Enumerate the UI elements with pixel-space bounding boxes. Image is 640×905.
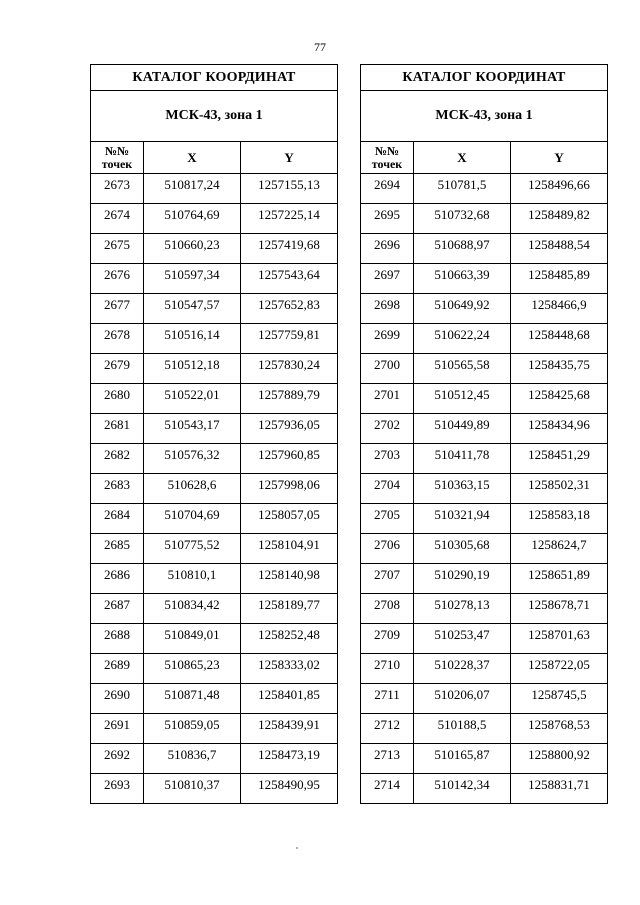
table-row (91, 684, 338, 714)
cell-x: 510565,58 (414, 354, 511, 384)
cell-y: 1257652,83 (241, 294, 338, 324)
cell-x: 510764,69 (144, 204, 241, 234)
cell-y: 1258800,92 (511, 744, 608, 774)
cell-x: 510543,17 (144, 414, 241, 444)
cell-x: 510775,52 (144, 534, 241, 564)
cell-point-number: 2699 (361, 324, 414, 354)
table-row (361, 204, 608, 234)
coordinate-catalog-table-right (360, 64, 608, 804)
cell-x: 510547,57 (144, 294, 241, 324)
cell-point-number: 2676 (91, 264, 144, 294)
table-row (361, 774, 608, 804)
cell-point-number: 2677 (91, 294, 144, 324)
table-row (361, 174, 608, 204)
cell-y: 1257759,81 (241, 324, 338, 354)
column-header-y: Y (241, 142, 338, 174)
cell-x: 510834,42 (144, 594, 241, 624)
cell-y: 1258401,85 (241, 684, 338, 714)
table-row (91, 624, 338, 654)
cell-x: 510142,34 (414, 774, 511, 804)
cell-point-number: 2713 (361, 744, 414, 774)
cell-x: 510781,5 (414, 174, 511, 204)
cell-x: 510305,68 (414, 534, 511, 564)
column-header-point-number: №№ точек (361, 142, 414, 174)
cell-x: 510849,01 (144, 624, 241, 654)
cell-y: 1258488,54 (511, 234, 608, 264)
cell-y: 1258333,02 (241, 654, 338, 684)
cell-x: 510512,18 (144, 354, 241, 384)
cell-point-number: 2697 (361, 264, 414, 294)
coordinate-catalog-table-left (90, 64, 338, 804)
cell-x: 510660,23 (144, 234, 241, 264)
cell-point-number: 2701 (361, 384, 414, 414)
cell-point-number: 2690 (91, 684, 144, 714)
column-header-y: Y (511, 142, 608, 174)
table-row (91, 534, 338, 564)
cell-x: 510411,78 (414, 444, 511, 474)
cell-y: 1258189,77 (241, 594, 338, 624)
cell-y: 1258722,05 (511, 654, 608, 684)
table-row (361, 444, 608, 474)
cell-point-number: 2703 (361, 444, 414, 474)
cell-point-number: 2714 (361, 774, 414, 804)
cell-x: 510663,39 (414, 264, 511, 294)
cell-point-number: 2712 (361, 714, 414, 744)
cell-y: 1257225,14 (241, 204, 338, 234)
table-body (91, 174, 338, 804)
table-row (361, 474, 608, 504)
cell-x: 510165,87 (414, 744, 511, 774)
cell-y: 1258104,91 (241, 534, 338, 564)
page-number: 77 (314, 40, 326, 54)
cell-x: 510859,05 (144, 714, 241, 744)
cell-point-number: 2707 (361, 564, 414, 594)
cell-point-number: 2687 (91, 594, 144, 624)
cell-y: 1258502,31 (511, 474, 608, 504)
cell-y: 1258701,63 (511, 624, 608, 654)
cell-y: 1257960,85 (241, 444, 338, 474)
table-row (91, 414, 338, 444)
table-row (361, 234, 608, 264)
table-row (91, 444, 338, 474)
cell-x: 510865,23 (144, 654, 241, 684)
table-row (361, 354, 608, 384)
cell-x: 510836,7 (144, 744, 241, 774)
cell-x: 510688,97 (414, 234, 511, 264)
cell-y: 1258448,68 (511, 324, 608, 354)
cell-point-number: 2705 (361, 504, 414, 534)
cell-y: 1258057,05 (241, 504, 338, 534)
cell-x: 510449,89 (414, 414, 511, 444)
table-row (361, 684, 608, 714)
cell-point-number: 2682 (91, 444, 144, 474)
table-row (91, 714, 338, 744)
cell-x: 510228,37 (414, 654, 511, 684)
table-row (361, 324, 608, 354)
cell-point-number: 2673 (91, 174, 144, 204)
cell-x: 510732,68 (414, 204, 511, 234)
table-row (361, 504, 608, 534)
cell-x: 510278,13 (414, 594, 511, 624)
cell-y: 1258745,5 (511, 684, 608, 714)
cell-point-number: 2691 (91, 714, 144, 744)
cell-point-number: 2695 (361, 204, 414, 234)
cell-x: 510871,48 (144, 684, 241, 714)
cell-y: 1258439,91 (241, 714, 338, 744)
cell-y: 1258140,98 (241, 564, 338, 594)
table-row (91, 774, 338, 804)
cell-x: 510206,07 (414, 684, 511, 714)
cell-point-number: 2711 (361, 684, 414, 714)
cell-x: 510622,24 (414, 324, 511, 354)
cell-x: 510817,24 (144, 174, 241, 204)
table-title: КАТАЛОГ КООРДИНАТ (91, 65, 338, 91)
cell-y: 1257830,24 (241, 354, 338, 384)
cell-y: 1257543,64 (241, 264, 338, 294)
cell-point-number: 2679 (91, 354, 144, 384)
cell-point-number: 2694 (361, 174, 414, 204)
cell-y: 1258435,75 (511, 354, 608, 384)
cell-x: 510363,15 (414, 474, 511, 504)
cell-y: 1258434,96 (511, 414, 608, 444)
table-row (361, 624, 608, 654)
table-row (91, 324, 338, 354)
cell-x: 510704,69 (144, 504, 241, 534)
cell-y: 1258768,53 (511, 714, 608, 744)
table-row (361, 564, 608, 594)
cell-y: 1258651,89 (511, 564, 608, 594)
cell-x: 510810,37 (144, 774, 241, 804)
cell-point-number: 2684 (91, 504, 144, 534)
cell-x: 510649,92 (414, 294, 511, 324)
cell-point-number: 2675 (91, 234, 144, 264)
cell-point-number: 2709 (361, 624, 414, 654)
table-row (361, 534, 608, 564)
cell-point-number: 2685 (91, 534, 144, 564)
table-row (361, 414, 608, 444)
cell-point-number: 2688 (91, 624, 144, 654)
cell-y: 1258496,66 (511, 174, 608, 204)
cell-point-number: 2696 (361, 234, 414, 264)
cell-point-number: 2708 (361, 594, 414, 624)
cell-point-number: 2683 (91, 474, 144, 504)
table-row (91, 294, 338, 324)
cell-y: 1258490,95 (241, 774, 338, 804)
cell-x: 510576,32 (144, 444, 241, 474)
table-row (91, 594, 338, 624)
table-body (361, 174, 608, 804)
cell-x: 510321,94 (414, 504, 511, 534)
cell-point-number: 2698 (361, 294, 414, 324)
cell-point-number: 2693 (91, 774, 144, 804)
table-row (91, 234, 338, 264)
cell-y: 1258466,9 (511, 294, 608, 324)
cell-point-number: 2692 (91, 744, 144, 774)
cell-y: 1258473,19 (241, 744, 338, 774)
column-header-x: X (414, 142, 511, 174)
cell-point-number: 2680 (91, 384, 144, 414)
cell-x: 510253,47 (414, 624, 511, 654)
table-title: КАТАЛОГ КООРДИНАТ (361, 65, 608, 91)
table-row (361, 384, 608, 414)
cell-x: 510522,01 (144, 384, 241, 414)
cell-y: 1258831,71 (511, 774, 608, 804)
table-row (361, 294, 608, 324)
table-row (91, 204, 338, 234)
cell-x: 510597,34 (144, 264, 241, 294)
table-row (91, 354, 338, 384)
cell-y: 1257998,06 (241, 474, 338, 504)
cell-point-number: 2710 (361, 654, 414, 684)
table-row (91, 474, 338, 504)
cell-y: 1258451,29 (511, 444, 608, 474)
cell-x: 510810,1 (144, 564, 241, 594)
cell-y: 1258489,82 (511, 204, 608, 234)
cell-point-number: 2706 (361, 534, 414, 564)
cell-y: 1257936,05 (241, 414, 338, 444)
cell-point-number: 2678 (91, 324, 144, 354)
cell-x: 510290,19 (414, 564, 511, 594)
cell-y: 1258252,48 (241, 624, 338, 654)
table-row (91, 264, 338, 294)
table-row (91, 174, 338, 204)
cell-y: 1257155,13 (241, 174, 338, 204)
table-row (91, 654, 338, 684)
table-subtitle: МСК-43, зона 1 (91, 91, 338, 142)
cell-x: 510188,5 (414, 714, 511, 744)
scan-speck (296, 847, 298, 849)
cell-x: 510628,6 (144, 474, 241, 504)
table-row (361, 654, 608, 684)
cell-y: 1258678,71 (511, 594, 608, 624)
cell-point-number: 2686 (91, 564, 144, 594)
cell-point-number: 2674 (91, 204, 144, 234)
cell-point-number: 2681 (91, 414, 144, 444)
cell-point-number: 2702 (361, 414, 414, 444)
table-row (91, 384, 338, 414)
cell-y: 1258425,68 (511, 384, 608, 414)
table-row (91, 744, 338, 774)
cell-y: 1258583,18 (511, 504, 608, 534)
cell-point-number: 2704 (361, 474, 414, 504)
table-row (361, 264, 608, 294)
cell-point-number: 2700 (361, 354, 414, 384)
table-row (361, 594, 608, 624)
cell-x: 510516,14 (144, 324, 241, 354)
column-header-point-number: №№ точек (91, 142, 144, 174)
cell-y: 1257889,79 (241, 384, 338, 414)
table-row (361, 744, 608, 774)
cell-x: 510512,45 (414, 384, 511, 414)
cell-y: 1258624,7 (511, 534, 608, 564)
cell-y: 1257419,68 (241, 234, 338, 264)
column-header-x: X (144, 142, 241, 174)
table-row (361, 714, 608, 744)
table-row (91, 564, 338, 594)
cell-point-number: 2689 (91, 654, 144, 684)
cell-y: 1258485,89 (511, 264, 608, 294)
table-subtitle: МСК-43, зона 1 (361, 91, 608, 142)
table-row (91, 504, 338, 534)
